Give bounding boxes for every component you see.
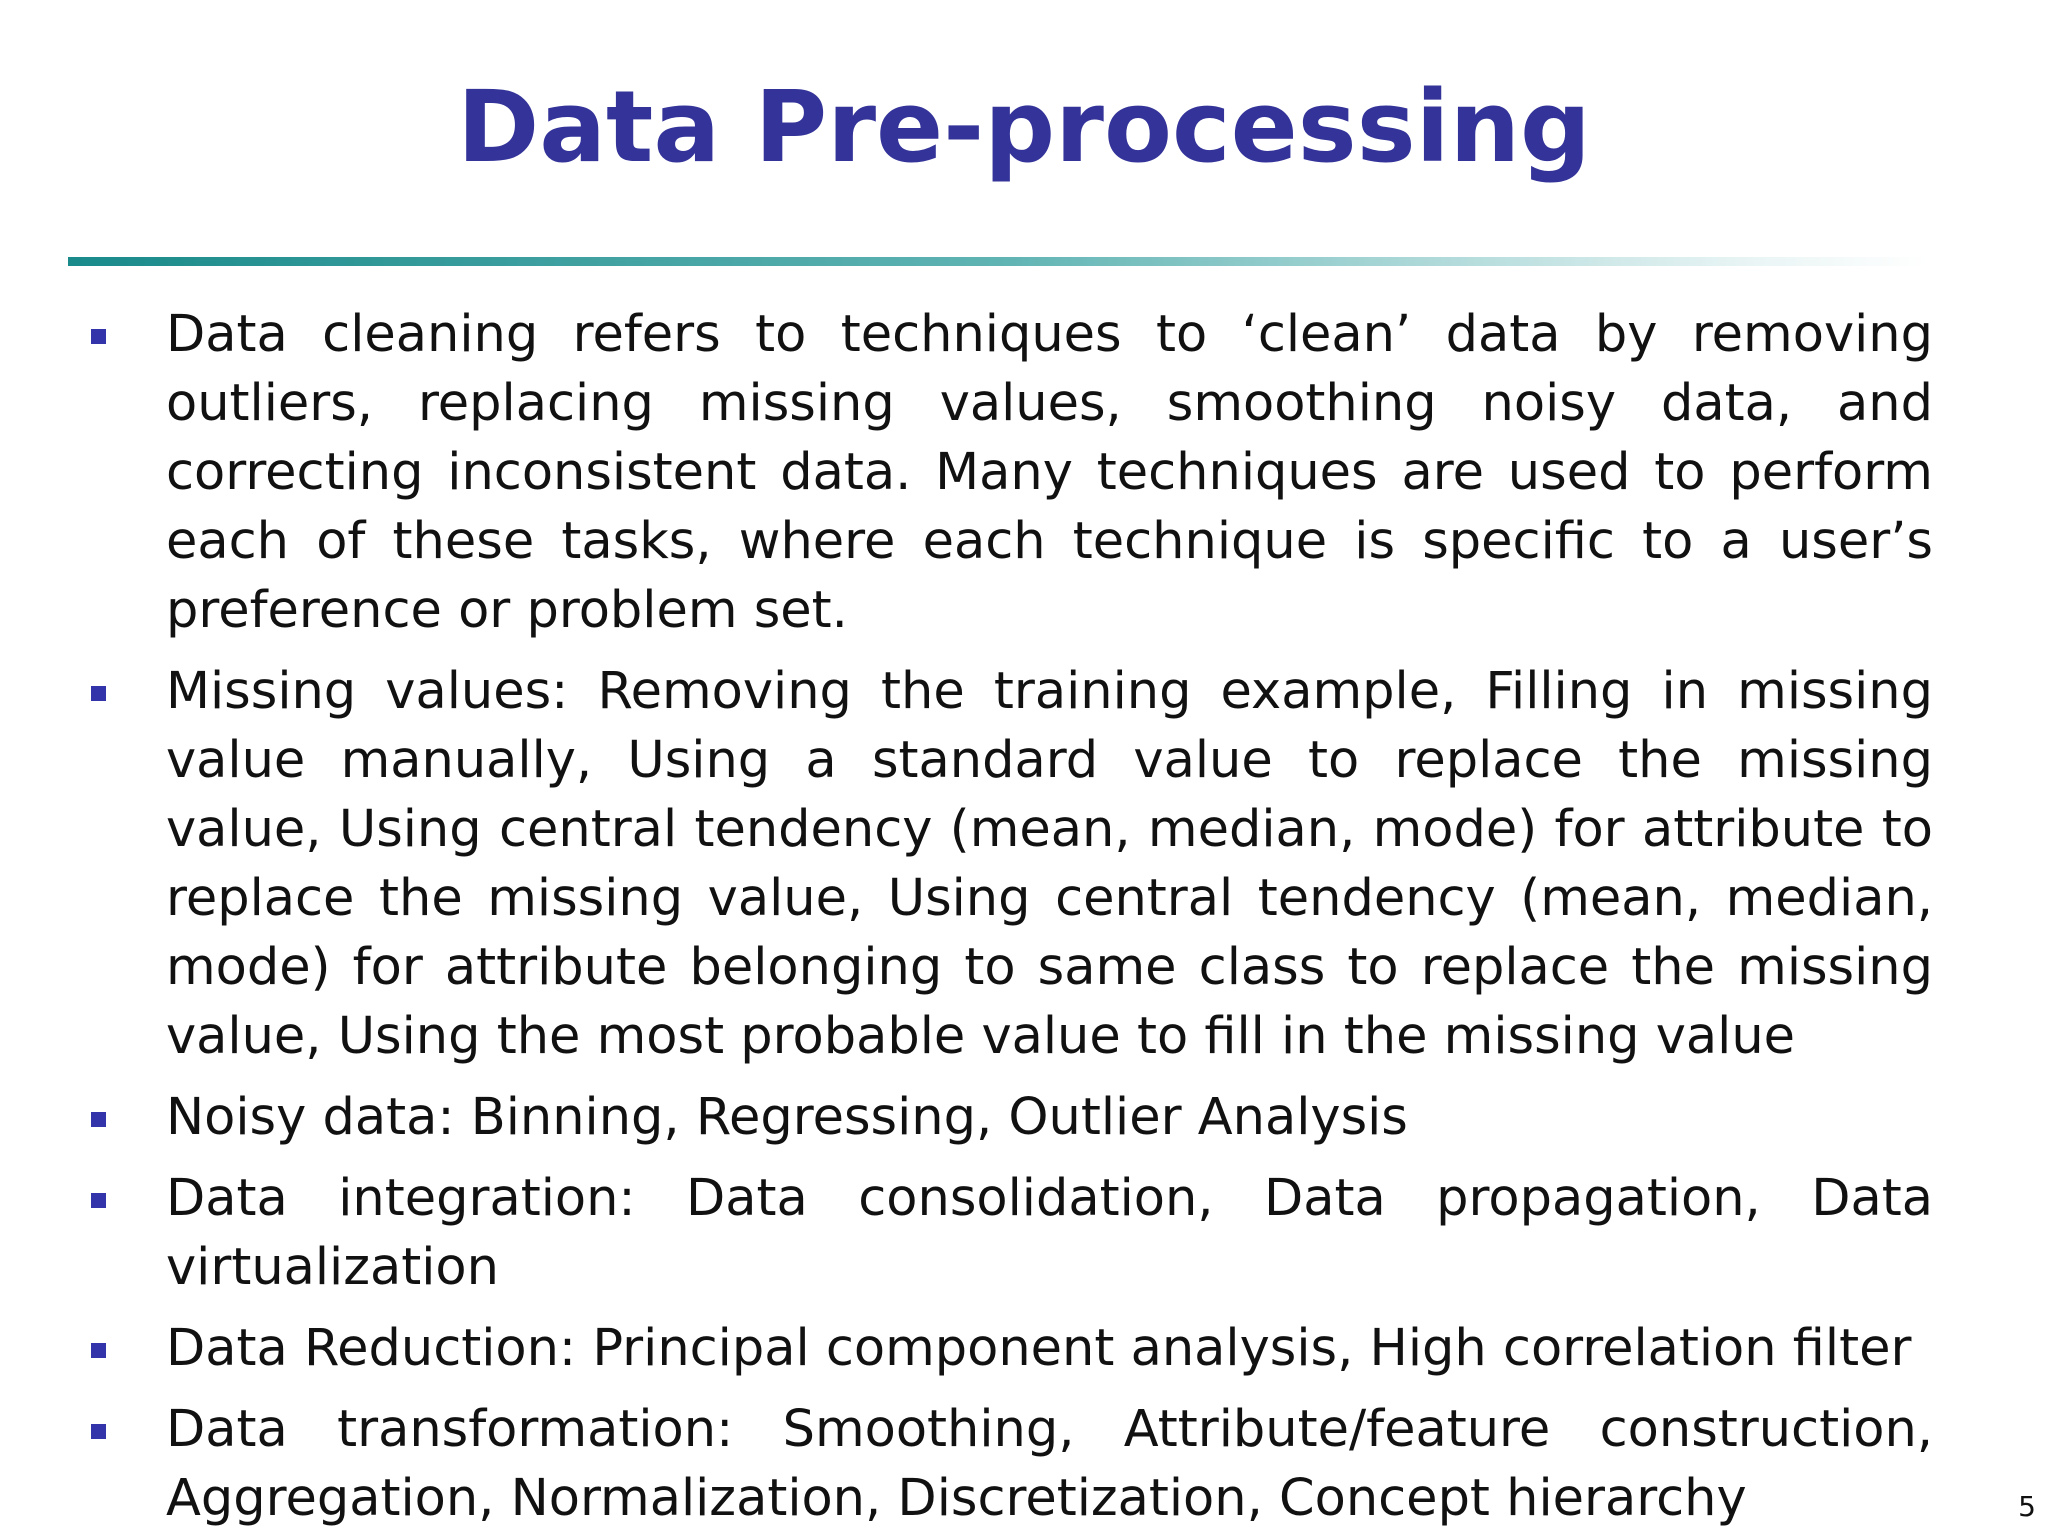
bullet-list bbox=[78, 300, 1933, 1536]
title-divider bbox=[68, 257, 1928, 266]
square-bullet-icon bbox=[91, 1343, 106, 1358]
bullet-data-cleaning bbox=[78, 300, 1933, 645]
bullet-missing-values bbox=[78, 657, 1933, 1071]
bullet-text: Missing values: Removing the training example, Filling in missing value manually, Using a standard value to replace the missing value, Using central tendency (mean, median, mode) for attribute to replace the missing value, Using central tendency (mean, median, mode) for attribute belonging to same class to replace the missing value, Using the most probable value to fill in the missing value bbox=[166, 662, 1933, 1066]
page-number: 5 bbox=[2018, 1490, 2036, 1523]
bullet-data-transformation bbox=[78, 1395, 1933, 1533]
square-bullet-icon bbox=[91, 1112, 106, 1127]
slide-title: Data Pre-processing bbox=[457, 70, 1591, 185]
square-bullet-icon bbox=[91, 1193, 106, 1208]
square-bullet-icon bbox=[91, 329, 106, 344]
bullet-data-reduction bbox=[78, 1314, 1933, 1383]
bullet-text: Data cleaning refers to techniques to ‘clean’ data by removing outliers, replacing missing values, smoothing noisy data, and correcting inconsistent data. Many techniques are used to perform each of these tasks, where each technique is specific to a user’s preference or problem set. bbox=[166, 305, 1933, 640]
bullet-text: Data integration: Data consolidation, Data propagation, Data virtualization bbox=[166, 1169, 1933, 1297]
bullet-data-integration bbox=[78, 1164, 1933, 1302]
bullet-text: Noisy data: Binning, Regressing, Outlier Analysis bbox=[166, 1088, 1408, 1147]
bullet-text: Data transformation: Smoothing, Attribute/feature construction, Aggregation, Normalization, Discretization, Concept hierarchy bbox=[166, 1400, 1933, 1528]
bullet-noisy-data bbox=[78, 1083, 1933, 1152]
square-bullet-icon bbox=[91, 686, 106, 701]
bullet-text: Data Reduction: Principal component analysis, High correlation filter bbox=[166, 1319, 1912, 1378]
square-bullet-icon bbox=[91, 1424, 106, 1439]
